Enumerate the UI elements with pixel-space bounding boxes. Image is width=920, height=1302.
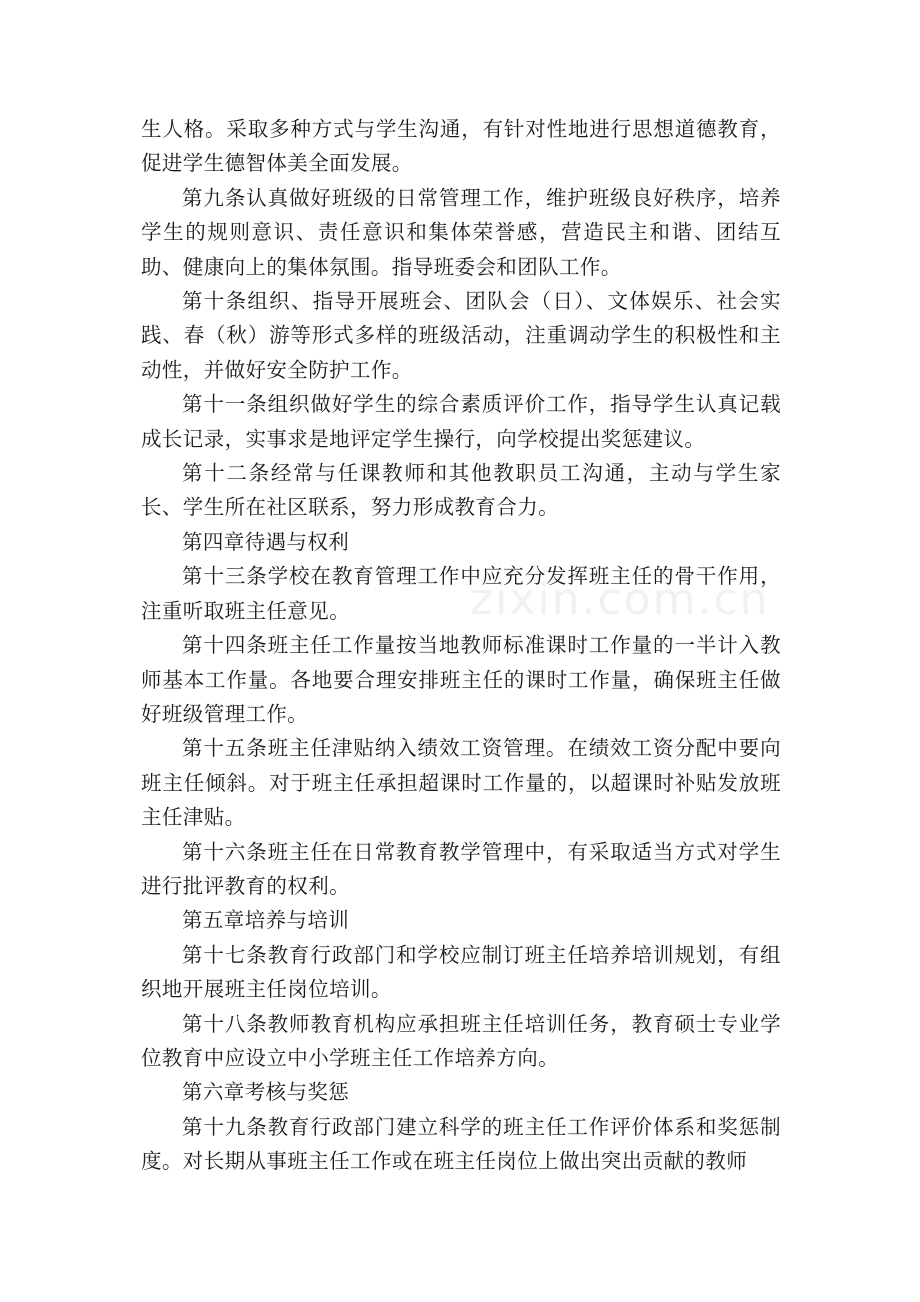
paragraph-article-13: 第十三条学校在教育管理工作中应充分发挥班主任的骨干作用，注重听取班主任意见。: [141, 564, 781, 623]
paragraph-article-12: 第十二条经常与任课教师和其他教职员工沟通，主动与学生家长、学生所在社区联系，努力形成教育合力。: [141, 461, 781, 520]
paragraph-article-11: 第十一条组织做好学生的综合素质评价工作，指导学生认真记载成长记录，实事求是地评定学生操行，向学校提出奖惩建议。: [141, 392, 781, 451]
paragraph-article-14: 第十四条班主任工作量按当地教师标准课时工作量的一半计入教师基本工作量。各地要合理安排班主任的课时工作量，确保班主任做好班级管理工作。: [141, 633, 781, 726]
paragraph-continuation: 生人格。采取多种方式与学生沟通，有针对性地进行思想道德教育，促进学生德智体美全面发展。: [141, 117, 781, 176]
paragraph-article-19: 第十九条教育行政部门建立科学的班主任工作评价体系和奖惩制度。对长期从事班主任工作或在班主任岗位上做出突出贡献的教师: [141, 1114, 781, 1174]
paragraph-article-15: 第十五条班主任津贴纳入绩效工资管理。在绩效工资分配中要向班主任倾斜。对于班主任承担超课时工作量的，以超课时补贴发放班主任津贴。: [141, 736, 781, 830]
watermark-text: zixin.com.cn: [470, 574, 770, 625]
chapter-heading-4: 第四章待遇与权利: [182, 529, 350, 554]
paragraph-article-9: 第九条认真做好班级的日常管理工作，维护班级良好秩序，培养学生的规则意识、责任意识和集体荣誉感，营造民主和谐、团结互助、健康向上的集体氛围。指导班委会和团队工作。: [141, 185, 781, 279]
document-body: [141, 112, 781, 1179]
chapter-heading-6: 第六章考核与奖惩: [182, 1080, 350, 1105]
paragraph-article-10: 第十条组织、指导开展班会、团队会（日）、文体娱乐、社会实践、春（秋）游等形式多样的班级活动，注重调动学生的积极性和主动性，并做好安全防护工作。: [141, 289, 781, 382]
chapter-heading-5: 第五章培养与培训: [182, 908, 350, 933]
paragraph-article-16: 第十六条班主任在日常教育教学管理中，有采取适当方式对学生进行批评教育的权利。: [141, 839, 781, 898]
paragraph-article-17: 第十七条教育行政部门和学校应制订班主任培养培训规划，有组织地开展班主任岗位培训。: [141, 942, 781, 1002]
paragraph-article-18: 第十八条教师教育机构应承担班主任培训任务，教育硕士专业学位教育中应设立中小学班主任工作培养方向。: [141, 1011, 781, 1070]
